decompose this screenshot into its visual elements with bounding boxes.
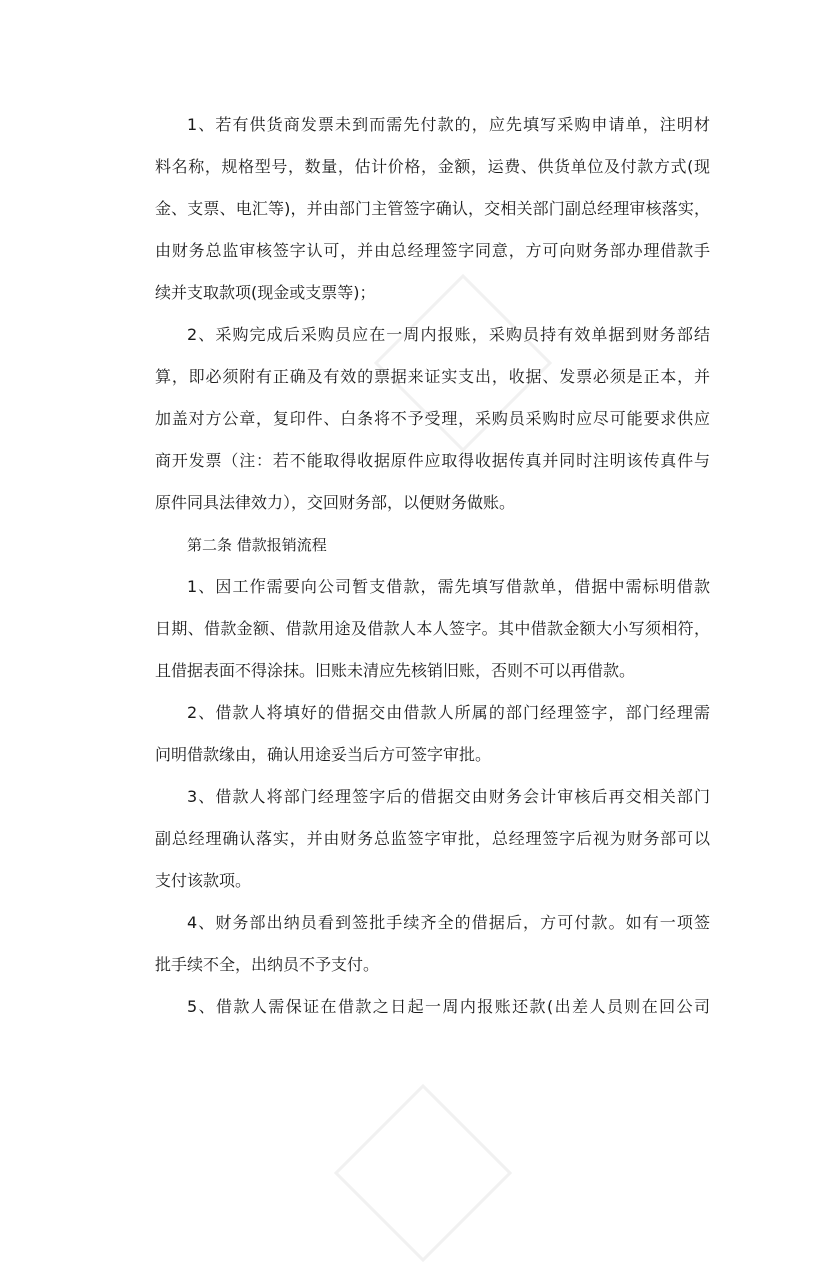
- paragraph-line: 日期、借款金额、借款用途及借款人本人签字。其中借款金额大小写须相符，: [155, 619, 710, 638]
- paragraph-line: 1、若有供货商发票未到而需先付款的，应先填写采购申请单，注明材: [187, 115, 710, 134]
- paragraph-line: 且借据表面不得涂抹。旧账未清应先核销旧账，否则不可以再借款。: [155, 661, 636, 680]
- paragraph-line: 3、借款人将部门经理签字后的借据交由财务会计审核后再交相关部门: [187, 787, 710, 806]
- paragraph-line: 2、采购完成后采购员应在一周内报账，采购员持有效单据到财务部结: [187, 325, 710, 344]
- paragraph-line: 1、因工作需要向公司暂支借款，需先填写借款单，借据中需标明借款: [187, 577, 710, 596]
- paragraph-line: 2、借款人将填好的借据交由借款人所属的部门经理签字，部门经理需: [187, 703, 710, 722]
- watermark-logo: [334, 1084, 512, 1262]
- paragraph-line: 5、借款人需保证在借款之日起一周内报账还款(出差人员则在回公司: [187, 997, 710, 1016]
- paragraph-line: 4、财务部出纳员看到签批手续齐全的借据后，方可付款。如有一项签: [187, 913, 710, 932]
- paragraph-line: 副总经理确认落实，并由财务总监签字审批，总经理签字后视为财务部可以: [155, 829, 710, 848]
- paragraph-line: 料名称，规格型号，数量，估计价格，金额，运费、供货单位及付款方式(现: [155, 157, 710, 176]
- paragraph-line: 商开发票（注：若不能取得收据原件应取得收据传真并同时注明该传真件与: [155, 451, 710, 470]
- paragraph-line: 算，即必须附有正确及有效的票据来证实支出，收据、发票必须是正本，并: [155, 367, 710, 386]
- paragraph-line: 支付该款项。: [155, 871, 252, 890]
- document-body: [155, 104, 710, 1028]
- paragraph-line: 由财务总监审核签字认可，并由总经理签字同意，方可向财务部办理借款手: [155, 241, 710, 260]
- paragraph-line: 续并支取款项(现金或支票等)；: [155, 283, 376, 302]
- section-heading: 第二条 借款报销流程: [187, 536, 327, 554]
- paragraph-line: 金、支票、电汇等)，并由部门主管签字确认，交相关部门副总经理审核落实，: [155, 199, 710, 218]
- paragraph-line: 批手续不全，出纳员不予支付。: [155, 955, 380, 974]
- paragraph-line: 加盖对方公章，复印件、白条将不予受理，采购员采购时应尽可能要求供应: [155, 409, 710, 428]
- paragraph-line: 问明借款缘由，确认用途妥当后方可签字审批。: [155, 745, 492, 764]
- paragraph-line: 原件同具法律效力），交回财务部，以便财务做账。: [155, 493, 516, 512]
